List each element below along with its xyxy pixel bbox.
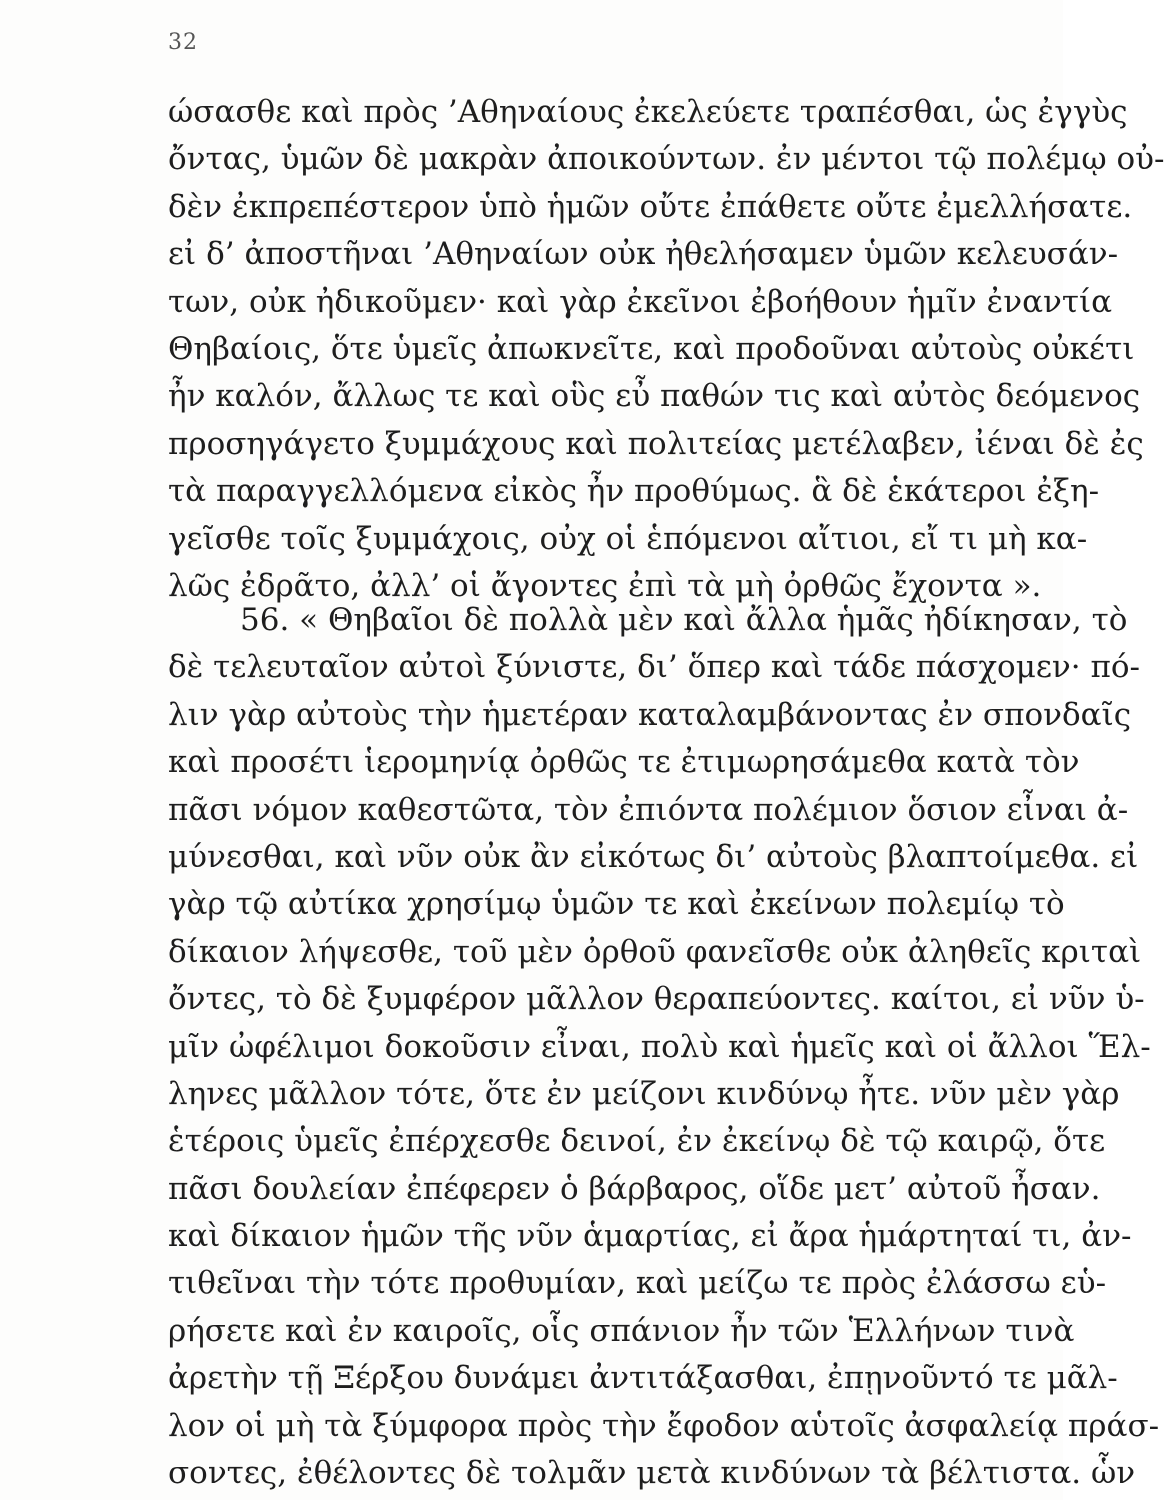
text-line: δὲ τελευταῖον αὐτοὶ ξύνιστε, δι’ ὅπερ καὶ τάδε πάσχομεν· πό- [168,649,1140,686]
text-line: τιθεῖναι τὴν τότε προθυμίαν, καὶ μείζω τε πρὸς ἐλάσσω εὑ- [168,1265,1107,1302]
page-number: 32 [168,30,198,55]
text-line: Θηβαίοις, ὅτε ὑμεῖς ἀπωκνεῖτε, καὶ προδοῦναι αὐτοὺς οὐκέτι [168,330,1135,367]
text-line: 56. « Θηβαῖοι δὲ πολλὰ μὲν καὶ ἄλλα ἡμᾶς ἠδίκησαν, τὸ [240,602,1128,638]
text-line: καὶ δίκαιον ἡμῶν τῆς νῦν ἁμαρτίας, εἰ ἄρα ἡμάρτηταί τι, ἀν- [168,1218,1132,1255]
text-line: γεῖσθε τοῖς ξυμμάχοις, οὐχ οἱ ἑπόμενοι αἴτιοι, εἴ τι μὴ κα- [168,520,1088,557]
text-line: μύνεσθαι, καὶ νῦν οὐκ ἂν εἰκότως δι’ αὐτοὺς βλαπτοίμεθα. εἰ [168,838,1139,875]
text-line: ὄντας, ὑμῶν δὲ μακρὰν ἀποικούντων. ἐν μέντοι τῷ πολέμῳ οὐ- [168,141,1164,178]
text-line: τὰ παραγγελλόμενα εἰκὸς ἦν προθύμως. ἃ δὲ ἑκάτεροι ἐξη- [168,473,1100,510]
text-line: πᾶσι δουλείαν ἐπέφερεν ὁ βάρβαρος, οἵδε μετ’ αὐτοῦ ἦσαν. [168,1170,1101,1207]
text-line: προσηγάγετο ξυμμάχους καὶ πολιτείας μετέλαβεν, ἰέναι δὲ ἐς [168,425,1144,462]
text-line: ὄντες, τὸ δὲ ξυμφέρον μᾶλλον θεραπεύοντες. καίτοι, εἰ νῦν ὑ- [168,981,1145,1018]
text-line: λον οἱ μὴ τὰ ξύμφορα πρὸς τὴν ἔφοδον αὑτοῖς ἀσφαλείᾳ πράσ- [168,1407,1160,1444]
text-line: μῖν ὠφέλιμοι δοκοῦσιν εἶναι, πολὺ καὶ ἡμεῖς καὶ οἱ ἄλλοι Ἕλ- [168,1028,1151,1065]
text-line: ώσασθε καὶ πρὸς ’Αθηναίους ἐκελεύετε τραπέσθαι, ὡς ἐγγὺς [168,94,1128,130]
text-line: γὰρ τῷ αὐτίκα χρησίμῳ ὑμῶν τε καὶ ἐκείνων πολεμίῳ τὸ [168,886,1065,923]
text-line: ἦν καλόν, ἄλλως τε καὶ οὓς εὖ παθών τις καὶ αὐτὸς δεόμενος [168,378,1141,415]
text-line: δὲν ἐκπρεπέστερον ὑπὸ ἡμῶν οὔτε ἐπάθετε οὔτε ἐμελλήσατε. [168,188,1133,225]
text-line: ληνες μᾶλλον τότε, ὅτε ἐν μείζονι κινδύνῳ ἦτε. νῦν μὲν γὰρ [168,1075,1120,1112]
text-line: εἰ δ’ ἀποστῆναι ’Αθηναίων οὐκ ἠθελήσαμεν ὑμῶν κελευσάν- [168,236,1119,273]
text-line: των, οὐκ ἠδικοῦμεν· καὶ γὰρ ἐκεῖνοι ἐβοήθουν ἡμῖν ἐναντία [168,283,1113,320]
text-line: ἀρετὴν τῇ Ξέρξου δυνάμει ἀντιτάξασθαι, ἐπῃνοῦντό τε μᾶλ- [168,1360,1118,1397]
paragraph-1 [168,89,1164,610]
text-line: ρήσετε καὶ ἐν καιροῖς, οἷς σπάνιον ἦν τῶν Ἑλλήνων τινὰ [168,1312,1075,1349]
text-line: λῶς ἐδρᾶτο, ἀλλ’ οἱ ἄγοντες ἐπὶ τὰ μὴ ὀρθῶς ἔχοντα ». [168,567,1042,604]
text-line: δίκαιον λήψεσθε, τοῦ μὲν ὀρθοῦ φανεῖσθε οὐκ ἀληθεῖς κριταὶ [168,933,1142,970]
text-line: σοντες, ἐθέλοντες δὲ τολμᾶν μετὰ κινδύνων τὰ βέλτιστα. ὧν [168,1455,1136,1492]
paragraph-2 [168,597,1160,1497]
text-line: ἑτέροις ὑμεῖς ἐπέρχεσθε δεινοί, ἐν ἐκείνῳ δὲ τῷ καιρῷ, ὅτε [168,1123,1106,1160]
text-line: καὶ προσέτι ἱερομηνίᾳ ὀρθῶς τε ἐτιμωρησάμεθα κατὰ τὸν [168,744,1080,781]
text-line: λιν γὰρ αὐτοὺς τὴν ἡμετέραν καταλαμβάνοντας ἐν σπονδαῖς [168,696,1132,733]
text-line: πᾶσι νόμον καθεστῶτα, τὸν ἐπιόντα πολέμιον ὅσιον εἶναι ἀ- [168,791,1129,828]
